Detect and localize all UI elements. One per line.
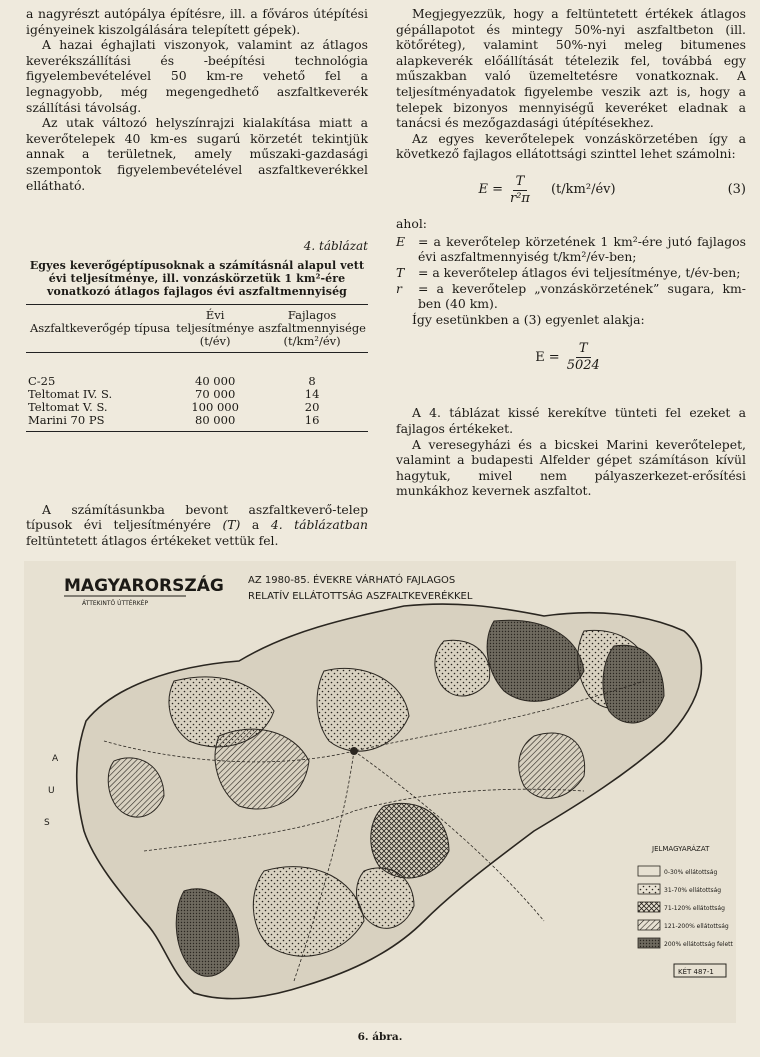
fraction-numerator: T: [513, 174, 528, 191]
map-country-subtitle: ÁTTEKINTŐ ÚTTÉRKÉP: [82, 600, 149, 607]
definition-symbol: E: [396, 233, 406, 249]
table-cell: 20: [304, 399, 320, 414]
table-cell: 100 000: [191, 399, 239, 414]
fraction-denominator: 5024: [566, 357, 600, 373]
table-cell: Teltomat V. S.: [28, 399, 108, 414]
table-header: Aszfaltkeverőgép típusa: [29, 320, 171, 335]
definition-symbol: r: [396, 280, 402, 296]
legend-swatch: [638, 920, 660, 930]
left-paragraph-3: Az utak változó helyszínrajzi kialakítása miatt a keverőtelepek 40 km-es sugarú körzetét tekintjük annak a területnek, amely műszaki-gazdasági szempontok figyelembevételével aszfaltkeverékkel ellátható.: [26, 115, 368, 193]
table-row: [26, 388, 368, 401]
legend-label: 200% ellátottság felett: [664, 941, 733, 948]
table-cell: 40 000: [195, 373, 236, 388]
legend-swatch: [638, 884, 660, 894]
right-paragraph-5: A veresegyházi és a bicskei Marini keverőtelepet, valamint a budapesti Alfelder gépet számításon kívül hagytuk, mivel nem pályaszerkezet-erősítési munkákhoz kevernek aszfaltot.: [396, 436, 746, 499]
definitions-list: [396, 234, 746, 312]
right-paragraph-3: Így esetünkben a (3) egyenlet alakja:: [412, 311, 645, 327]
fraction: [507, 174, 533, 206]
right-paragraph-1: Megjegyezzük, hogy a feltüntetett értékek átlagos gépállapotot és mintegy 50%-nyi aszfaltbeton (ill. kötőréteg), valamint 50%-nyi meleg bitumenes alapkeverék előállítását tételezik fel, továbbá egy műszakban való üzemeltetésre vonatkoznak. A teljesítményadatok figyelembe veszik azt is, hogy a telepek bizonyos mennyiségű keveréket eladnak a tanácsi és mezőgazdasági útépítésekhez.: [396, 6, 746, 131]
table-cell: 16: [304, 412, 320, 427]
capital-marker: [350, 747, 358, 755]
figure-caption: 6. ábra.: [357, 1031, 403, 1043]
formula-specific: [396, 341, 746, 373]
legend-title: JELMAGYARÁZAT: [652, 845, 710, 853]
definition-item: [396, 265, 746, 281]
left-paragraph-2: A hazai éghajlati viszonyok, valamint az átlagos keverékszállítási és -beépítési technológia figyelembevételével 50 km-re vehető fel a legnagyobb, még megengedhető aszfaltkeverék szállítási távolság.: [26, 37, 368, 115]
table-row: [26, 352, 368, 388]
legend-swatch: [638, 866, 660, 876]
table-title: Egyes keverőgéptípusoknak a számításnál alapul vett évi teljesítménye, ill. vonzáskörzetük 1 km²-ére vonatkozó átlagos fajlagos évi aszfaltmennyiség: [29, 258, 365, 298]
legend-label: 71-120% ellátottság: [664, 905, 725, 912]
definition-item: [396, 281, 746, 312]
right-column: [396, 6, 746, 499]
border-letter: U: [48, 786, 55, 796]
formula-3: [396, 174, 746, 206]
text-run: a: [240, 517, 271, 533]
border-letter: S: [44, 818, 50, 828]
definition-text: = a keverőtelep körzetének 1 km²-ére jutó fajlagos évi aszfaltmennyiség t/km²/év-ben;: [418, 233, 746, 265]
table-header: Fajlagos aszfaltmennyisége (t/km²/év): [258, 307, 366, 348]
map-figure: [24, 561, 736, 1023]
equation-number: (3): [727, 182, 746, 198]
legend-label: 31-70% ellátottság: [664, 887, 722, 894]
table-cell: 70 000: [195, 386, 236, 401]
formula-lhs: E =: [535, 349, 560, 365]
table-row: [26, 414, 368, 432]
right-paragraph-2: Az egyes keverőtelepek vonzáskörzetében így a következő fajlagos ellátottsági szinttel lehet számolni:: [396, 130, 746, 162]
table-cell: Marini 70 PS: [28, 412, 105, 427]
data-table: [26, 304, 368, 432]
legend-swatch: [638, 938, 660, 948]
table-cell: C-25: [28, 373, 56, 388]
legend-label: 0-30% ellátottság: [664, 869, 718, 876]
stamp-label: KÉT 487-1: [678, 968, 714, 976]
definition-symbol: T: [396, 264, 405, 280]
definition-text: = a keverőtelep „vonzáskörzetének” sugara, km-ben (40 km).: [418, 280, 746, 312]
table-number: 4. táblázat: [303, 239, 368, 254]
emphasis-table-ref: 4. táblázatban: [270, 517, 368, 533]
map-title-line2: RELATÍV ELLÁTOTTSÁG ASZFALTKEVERÉKKEL: [248, 591, 473, 602]
legend-swatch: [638, 902, 660, 912]
fraction-numerator: T: [576, 341, 591, 358]
left-column: [26, 6, 368, 549]
map-title-line1: AZ 1980-85. ÉVEKRE VÁRHATÓ FAJLAGOS: [248, 575, 456, 586]
table-cell: Teltomat IV. S.: [28, 386, 113, 401]
table-row: [26, 401, 368, 414]
text-run: feltüntetett átlagos értékeket vettük fel.: [26, 532, 279, 548]
left-paragraph-4: [26, 502, 368, 549]
emphasis-t: (T): [222, 517, 241, 533]
table-cell: 80 000: [195, 412, 236, 427]
map-country-title: MAGYARORSZÁG: [64, 576, 224, 596]
right-paragraph-4: A 4. táblázat kissé kerekítve tünteti fel ezeket a fajlagos értékeket.: [396, 405, 746, 437]
hungary-map: [24, 561, 736, 1023]
definition-text: = a keverőtelep átlagos évi teljesítménye, t/év-ben;: [418, 264, 741, 280]
definition-item: [396, 234, 746, 265]
formula-unit: (t/km²/év): [550, 182, 616, 198]
table-header: Évi teljesítménye (t/év): [176, 307, 255, 348]
ahol-label: ahol:: [396, 216, 427, 232]
table-cell: 8: [308, 373, 316, 388]
fraction-denominator: r²π: [510, 190, 530, 206]
formula-lhs: E =: [478, 182, 503, 198]
text-run: A számításunkba bevont aszfaltkeverő-telep típusok évi teljesítményére: [26, 501, 368, 533]
left-paragraph-1: a nagyrészt autópálya építésre, ill. a főváros útépítési igényeinek kiszolgálására telepített gépek).: [26, 6, 368, 37]
table-cell: 14: [304, 386, 320, 401]
fraction: [564, 341, 603, 373]
legend-label: 121-200% ellátottság: [664, 923, 729, 930]
border-letter: A: [52, 754, 59, 764]
